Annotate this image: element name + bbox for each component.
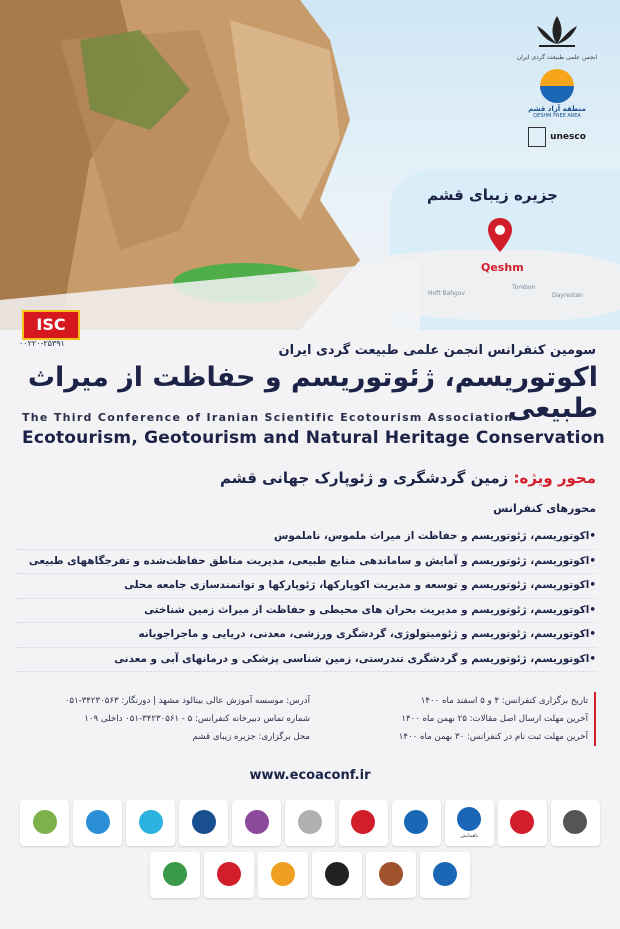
- sponsor-logo: [392, 800, 441, 846]
- sponsor-logo: [445, 800, 494, 846]
- axis-item: •اکوتوریسم، ژئوتوریسم و حفاظت از میراث ملموس، ناملموس: [16, 525, 596, 550]
- special-axis-value: زمین گردشگری و ژئوپارک جهانی قشم: [220, 469, 509, 487]
- sponsor-logo: [20, 800, 69, 846]
- conference-subtitle-en: The Third Conference of Iranian Scientific Ecotourism Association: [22, 411, 514, 424]
- sponsor-row: [20, 800, 600, 846]
- sponsor-logo: [420, 852, 470, 898]
- qeshm-free-zone-icon: [540, 69, 574, 103]
- conference-title-en: Ecotourism, Geotourism and Natural Heritage Conservation: [22, 428, 605, 448]
- axis-item: •اکوتوریسم، ژئوتوریسم و آمایش و ساماندهی منابع طبیعی، مدیریت مناطق حفاظت‌شده و تفرجگاههای طبیعی: [16, 550, 596, 575]
- island-title: جزیره زیبای قشم: [426, 186, 558, 204]
- sponsor-logo: [366, 852, 416, 898]
- phone-line: شماره تماس دبیرخانه کنفرانس: ۵ - ۳۴۲۳۰۵۶۱-۰۵۱ داخلی ۱۰۹: [84, 714, 310, 724]
- contact-info: [20, 692, 310, 746]
- sponsor-logo: [285, 800, 334, 846]
- map-label: Hoft Bahgov: [428, 290, 466, 297]
- isc-code: ۰۰۲۲۰-۲۵۳۹۱: [19, 339, 65, 348]
- association-caption: انجمن علمی طبیعت گردی ایران: [516, 54, 598, 61]
- sponsor-logo: [179, 800, 228, 846]
- map-label: Tombon: [512, 284, 536, 291]
- sponsor-emblem-icon: [271, 862, 295, 886]
- sponsor-logo: [73, 800, 122, 846]
- sponsor-emblem-icon: [217, 862, 241, 886]
- axis-item: •اکوتوریسم، ژئوتوریسم و مدیریت بحران های محیطی و حفاظت از میراث زمین شناختی: [16, 599, 596, 624]
- axes-title: محورهای کنفرانس: [493, 502, 596, 515]
- sponsor-emblem-icon: [325, 862, 349, 886]
- address-line: آدرس: موسسه آموزش عالی بینالود مشهد | دورنگار: ۳۴۲۳۰۵۶۳-۰۵۱: [64, 696, 310, 706]
- venue-line: محل برگزاری: جزیره زیبای قشم: [192, 732, 310, 742]
- sponsor-emblem-icon: [433, 862, 457, 886]
- sponsor-row: [20, 852, 600, 898]
- axis-item: •اکوتوریسم، ژئوتوریسم و توسعه و مدیریت اکوپارکها، ژئوپارکها و توانمندسازی جامعه محلی: [16, 574, 596, 599]
- sponsor-emblem-icon: [563, 810, 587, 834]
- axis-item: •اکوتوریسم، ژئوتوریسم و ژئومیتولوژی، گردشگری ورزشی، معدنی، دریایی و ماجراجویانه: [16, 623, 596, 648]
- axes-list: [16, 525, 596, 672]
- sponsor-logo: [498, 800, 547, 846]
- date-line: آخرین مهلت ارسال اصل مقالات: ۲۵ بهمن ماه ۱۴۰۰: [401, 714, 588, 724]
- sponsor-emblem-icon: [510, 810, 534, 834]
- sponsor-emblem-icon: [86, 810, 110, 834]
- important-dates: [298, 692, 596, 746]
- sponsor-emblem-icon: [33, 810, 57, 834]
- conference-subtitle-fa: سومین کنفرانس انجمن علمی طبیعت گردی ایران: [278, 343, 596, 358]
- sponsor-emblem-icon: [298, 810, 322, 834]
- sponsor-logo: [339, 800, 388, 846]
- unesco-logo: [512, 127, 602, 147]
- sponsor-name: باهمایش: [460, 833, 479, 839]
- special-axis: [220, 469, 596, 487]
- map-label: Dayrestan: [552, 292, 583, 299]
- axis-item: •اکوتوریسم، ژئوتوریسم و گردشگری تندرستی، زمین شناسی پزشکی و درمانهای آبی و معدنی: [16, 648, 596, 673]
- partner-logos-top: [512, 12, 602, 147]
- website-link[interactable]: www.ecoaconf.ir: [249, 768, 371, 783]
- sponsor-logo: [150, 852, 200, 898]
- sponsor-emblem-icon: [163, 862, 187, 886]
- sponsor-logo: [551, 800, 600, 846]
- lotus-icon: [527, 12, 587, 48]
- map-pin-icon: [488, 218, 512, 252]
- sponsor-emblem-icon: [192, 810, 216, 834]
- sponsor-emblem-icon: [351, 810, 375, 834]
- sponsor-logo: [312, 852, 362, 898]
- map-pin-label: Qeshm: [481, 261, 524, 274]
- sponsor-emblem-icon: [457, 807, 481, 831]
- sponsor-emblem-icon: [245, 810, 269, 834]
- special-axis-label: محور ویژه:: [513, 469, 596, 487]
- sponsor-logos: [20, 800, 600, 904]
- sponsor-emblem-icon: [404, 810, 428, 834]
- sponsor-logo: [126, 800, 175, 846]
- conference-title-fa: اکوتوریسم، ژئوتوریسم و حفاظت از میراث طبیعی: [27, 362, 598, 424]
- canyon-photo: [0, 0, 420, 330]
- sponsor-logo: [232, 800, 281, 846]
- sponsor-emblem-icon: [379, 862, 403, 886]
- date-line: آخرین مهلت ثبت نام در کنفرانس: ۳۰ بهمن ماه ۱۴۰۰: [398, 732, 588, 742]
- sponsor-logo: [204, 852, 254, 898]
- sponsor-emblem-icon: [139, 810, 163, 834]
- temple-icon: [528, 127, 546, 147]
- free-area-en: QESHM FREE AREA: [533, 113, 581, 119]
- sponsor-logo: [258, 852, 308, 898]
- free-area-fa: منطقه آزاد قشم: [528, 105, 586, 113]
- date-line: تاریخ برگزاری کنفرانس: ۴ و ۵ اسفند ماه ۱۴۰۰: [420, 696, 588, 706]
- unesco-label: unesco: [550, 132, 586, 142]
- isc-badge: ISC: [22, 310, 80, 340]
